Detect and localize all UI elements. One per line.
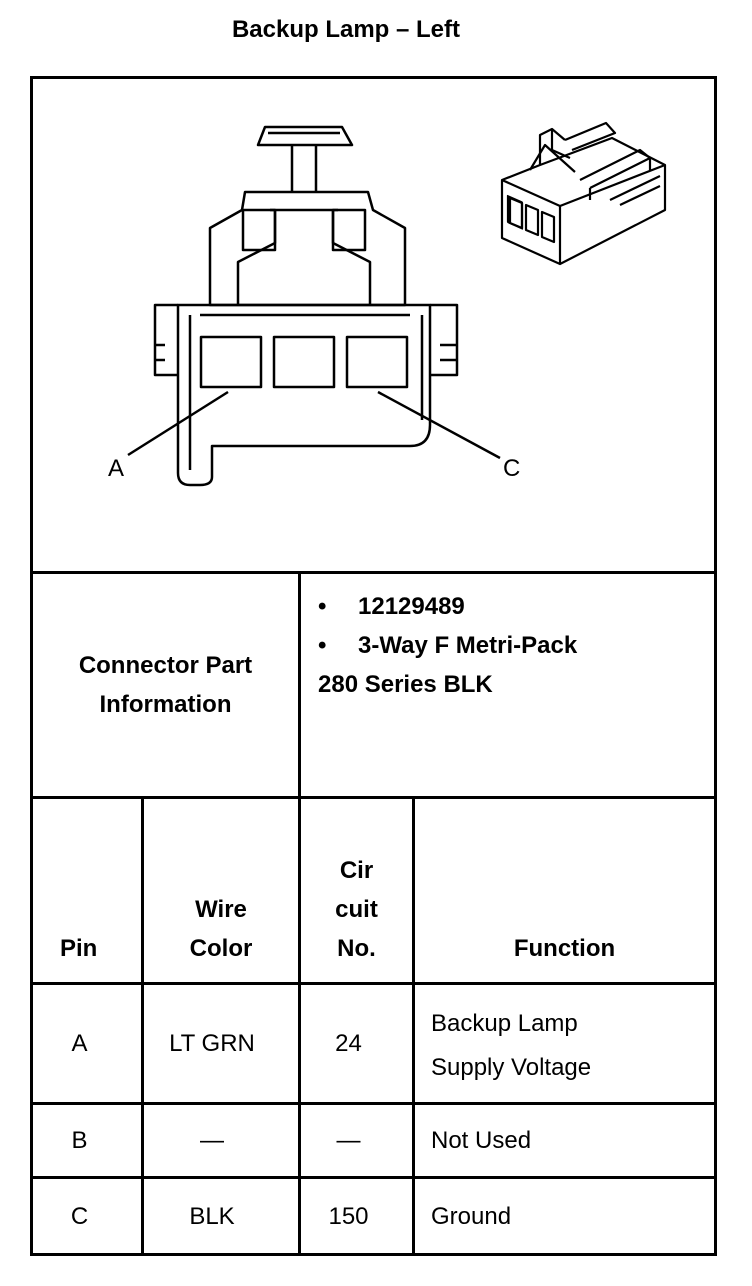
table-row-pin: A — [71, 1030, 88, 1057]
connector-info-label-line2: Information — [99, 691, 232, 718]
part-number: 12129489 — [358, 593, 465, 620]
pin-label-a: A — [108, 455, 125, 482]
connector-info-label-line1: Connector Part — [78, 652, 253, 679]
part-number-item — [318, 593, 465, 621]
table-row-function: Not Used — [431, 1127, 532, 1154]
divider — [30, 1176, 717, 1179]
header-pin: Pin — [60, 935, 98, 962]
pin-label-c: C — [503, 455, 521, 482]
lock-tab-top — [258, 127, 352, 145]
header-wire-color-line2: Color — [189, 935, 253, 962]
connector-isometric-view — [502, 123, 665, 264]
header-circuit-line2: cuit — [335, 896, 378, 923]
bullet-icon: • — [318, 593, 327, 620]
table-row-circuit: — — [336, 1127, 361, 1154]
header-circuit-line3: No. — [337, 935, 376, 962]
table-row-circuit: 150 — [328, 1203, 369, 1230]
divider — [30, 796, 717, 799]
header-circuit-line1: Cir — [339, 857, 374, 884]
table-row-wire-color: LT GRN — [169, 1030, 255, 1057]
divider — [412, 796, 415, 1256]
table-row-function — [431, 1002, 591, 1090]
cavity-a — [201, 337, 261, 387]
connector-face-diagram — [33, 79, 714, 571]
divider — [30, 982, 717, 985]
connector-series: 280 Series BLK — [318, 671, 493, 698]
table-row-wire-color: BLK — [189, 1203, 235, 1230]
function-line2: Supply Voltage — [431, 1054, 592, 1081]
connector-type-item — [318, 632, 577, 660]
table-row-function: Ground — [431, 1203, 512, 1230]
cavity-b — [274, 337, 334, 387]
header-wire-color — [144, 890, 298, 968]
bullet-icon: • — [318, 632, 327, 659]
table-row-pin: C — [70, 1203, 89, 1230]
connector-info-label — [33, 646, 298, 724]
table-row-wire-color: — — [200, 1127, 224, 1154]
divider — [30, 571, 717, 574]
table-row-circuit: 24 — [335, 1030, 362, 1057]
divider — [30, 1102, 717, 1105]
header-function: Function — [513, 935, 616, 962]
header-circuit-no — [301, 851, 412, 968]
connector-type: 3-Way F Metri-Pack — [358, 632, 578, 659]
function-line1: Backup Lamp — [431, 1010, 578, 1037]
cavity-c — [347, 337, 407, 387]
table-row-pin: B — [71, 1127, 88, 1154]
page-title: Backup Lamp – Left — [231, 16, 461, 43]
header-wire-color-line1: Wire — [195, 896, 247, 923]
